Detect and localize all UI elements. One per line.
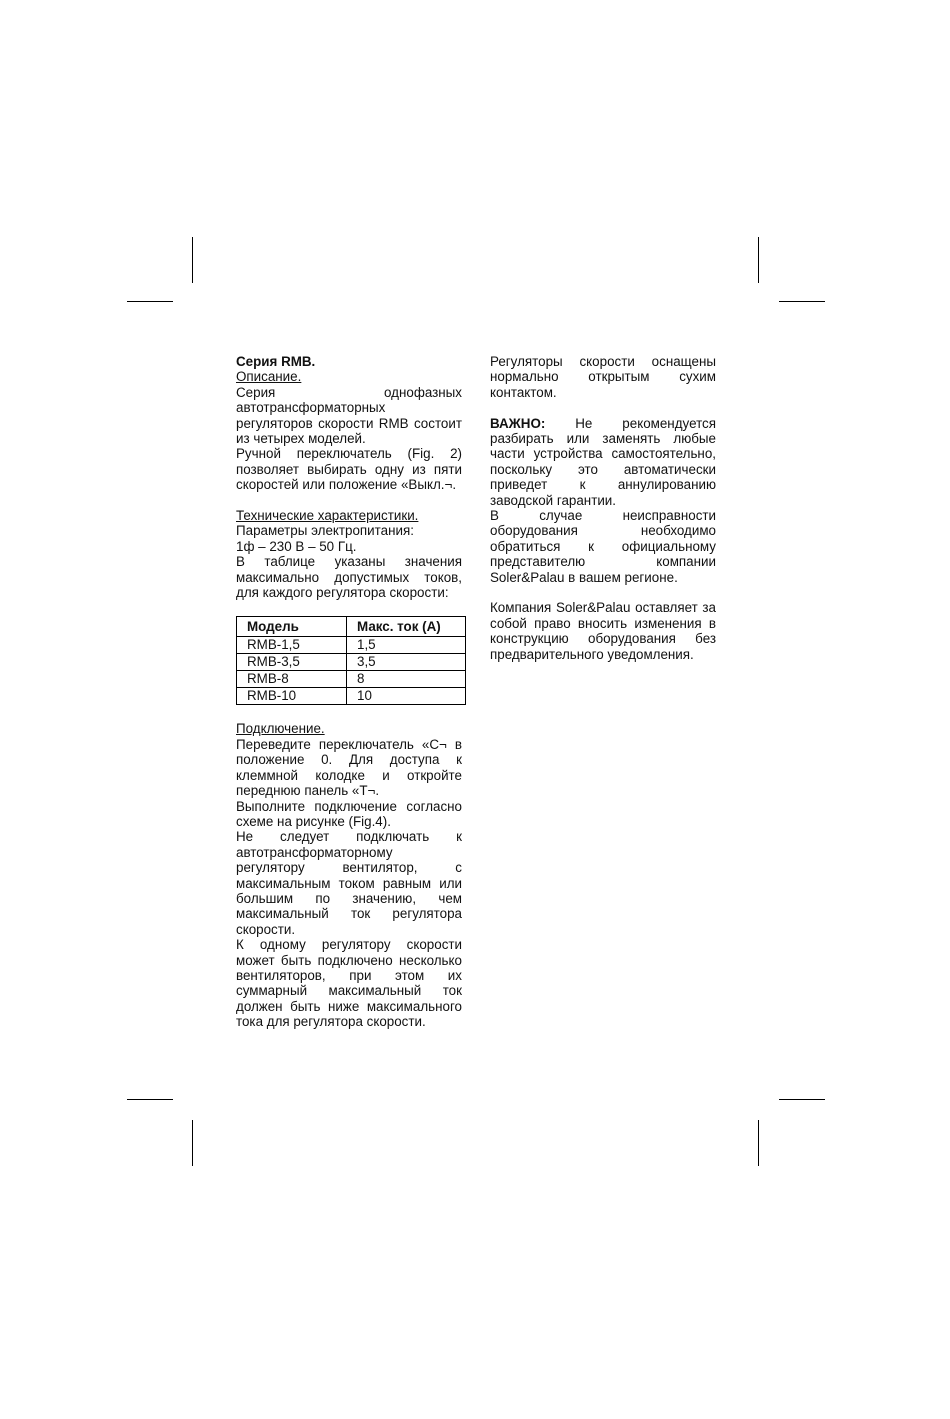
crop-mark-bottom-right-vertical: [758, 1120, 759, 1166]
crop-mark-bottom-left-horizontal: [127, 1099, 173, 1100]
crop-mark-top-left-horizontal: [127, 301, 173, 302]
rights-paragraph: Компания Soler&Palau оставляет за собой право вносить изменения в конструкцию оборудования без предварительного уведомления.: [490, 600, 716, 662]
table-cell-current: 10: [347, 688, 466, 705]
tech-power-label: Параметры электропитания:: [236, 523, 414, 539]
connection-paragraph-1: Переведите переключатель «С¬ в положение 0. Для доступа к клеммной колодке и откройте переднюю панель «Т¬.: [236, 736, 462, 799]
table-cell-current: 8: [347, 671, 466, 688]
table-cell-current: 3,5: [347, 654, 466, 671]
table-header-current: Макс. ток (А): [347, 617, 466, 637]
contact-note: Регуляторы скорости оснащены нормально открытым сухим контактом.: [490, 354, 716, 400]
table-row: [237, 688, 466, 705]
crop-mark-top-right-vertical: [758, 237, 759, 283]
malfunction-paragraph: В случае неисправности оборудования необходимо обратиться к официальному представителю компании Soler&Palau в вашем регионе.: [490, 508, 716, 585]
crop-mark-top-right-horizontal: [779, 301, 825, 302]
table-cell-model: RMB-3,5: [237, 654, 347, 671]
table-header-row: [237, 617, 466, 637]
table-row: [237, 654, 466, 671]
left-column: [236, 354, 462, 1030]
right-column: [490, 354, 716, 662]
tech-power-value: 1ф – 230 В – 50 Гц.: [236, 538, 357, 554]
table-header-model: Модель: [237, 617, 347, 637]
connection-paragraph-2: Выполните подключение согласно схеме на рисунке (Fig.4).: [236, 798, 462, 829]
table-row: [237, 637, 466, 654]
connection-title: Подключение.: [236, 721, 325, 737]
table-cell-model: RMB-10: [237, 688, 347, 705]
connection-paragraph-4: К одному регулятору скорости может быть подключено несколько вентиляторов, при этом их суммарный максимальный ток должен быть ниже максимального тока для регулятора скорости.: [236, 937, 462, 1030]
description-paragraph-1: Серия однофазных автотрансформаторных регуляторов скорости RMB состоит из четырех моделей.: [236, 384, 462, 447]
important-paragraph: [490, 416, 716, 508]
table-row: [237, 671, 466, 688]
important-label: ВАЖНО:: [490, 415, 546, 431]
crop-mark-bottom-left-vertical: [192, 1120, 193, 1166]
series-heading: Серия RMB.: [236, 354, 316, 369]
current-table: [236, 616, 466, 705]
crop-mark-top-left-vertical: [192, 237, 193, 283]
important-text: Не рекомендуется разбирать или заменять любые части устройства самостоятельно, поскольку это автоматически приведет к аннулированию заводской гарантии.: [490, 415, 716, 508]
tech-title: Технические характеристики.: [236, 508, 419, 524]
table-cell-current: 1,5: [347, 637, 466, 654]
connection-paragraph-3: Не следует подключать к автотрансформаторному регулятору вентилятор, с максимальным током равным или большим по значению, чем максимальный ток регулятора скорости.: [236, 829, 462, 937]
description-paragraph-2: Ручной переключатель (Fig. 2) позволяет выбирать одну из пяти скоростей или положение «Выкл.¬.: [236, 446, 462, 493]
table-cell-model: RMB-8: [237, 671, 347, 688]
description-title: Описание.: [236, 369, 302, 385]
crop-mark-bottom-right-horizontal: [779, 1099, 825, 1100]
tech-table-intro: В таблице указаны значения максимально допустимых токов, для каждого регулятора скорости:: [236, 554, 462, 601]
table-cell-model: RMB-1,5: [237, 637, 347, 654]
